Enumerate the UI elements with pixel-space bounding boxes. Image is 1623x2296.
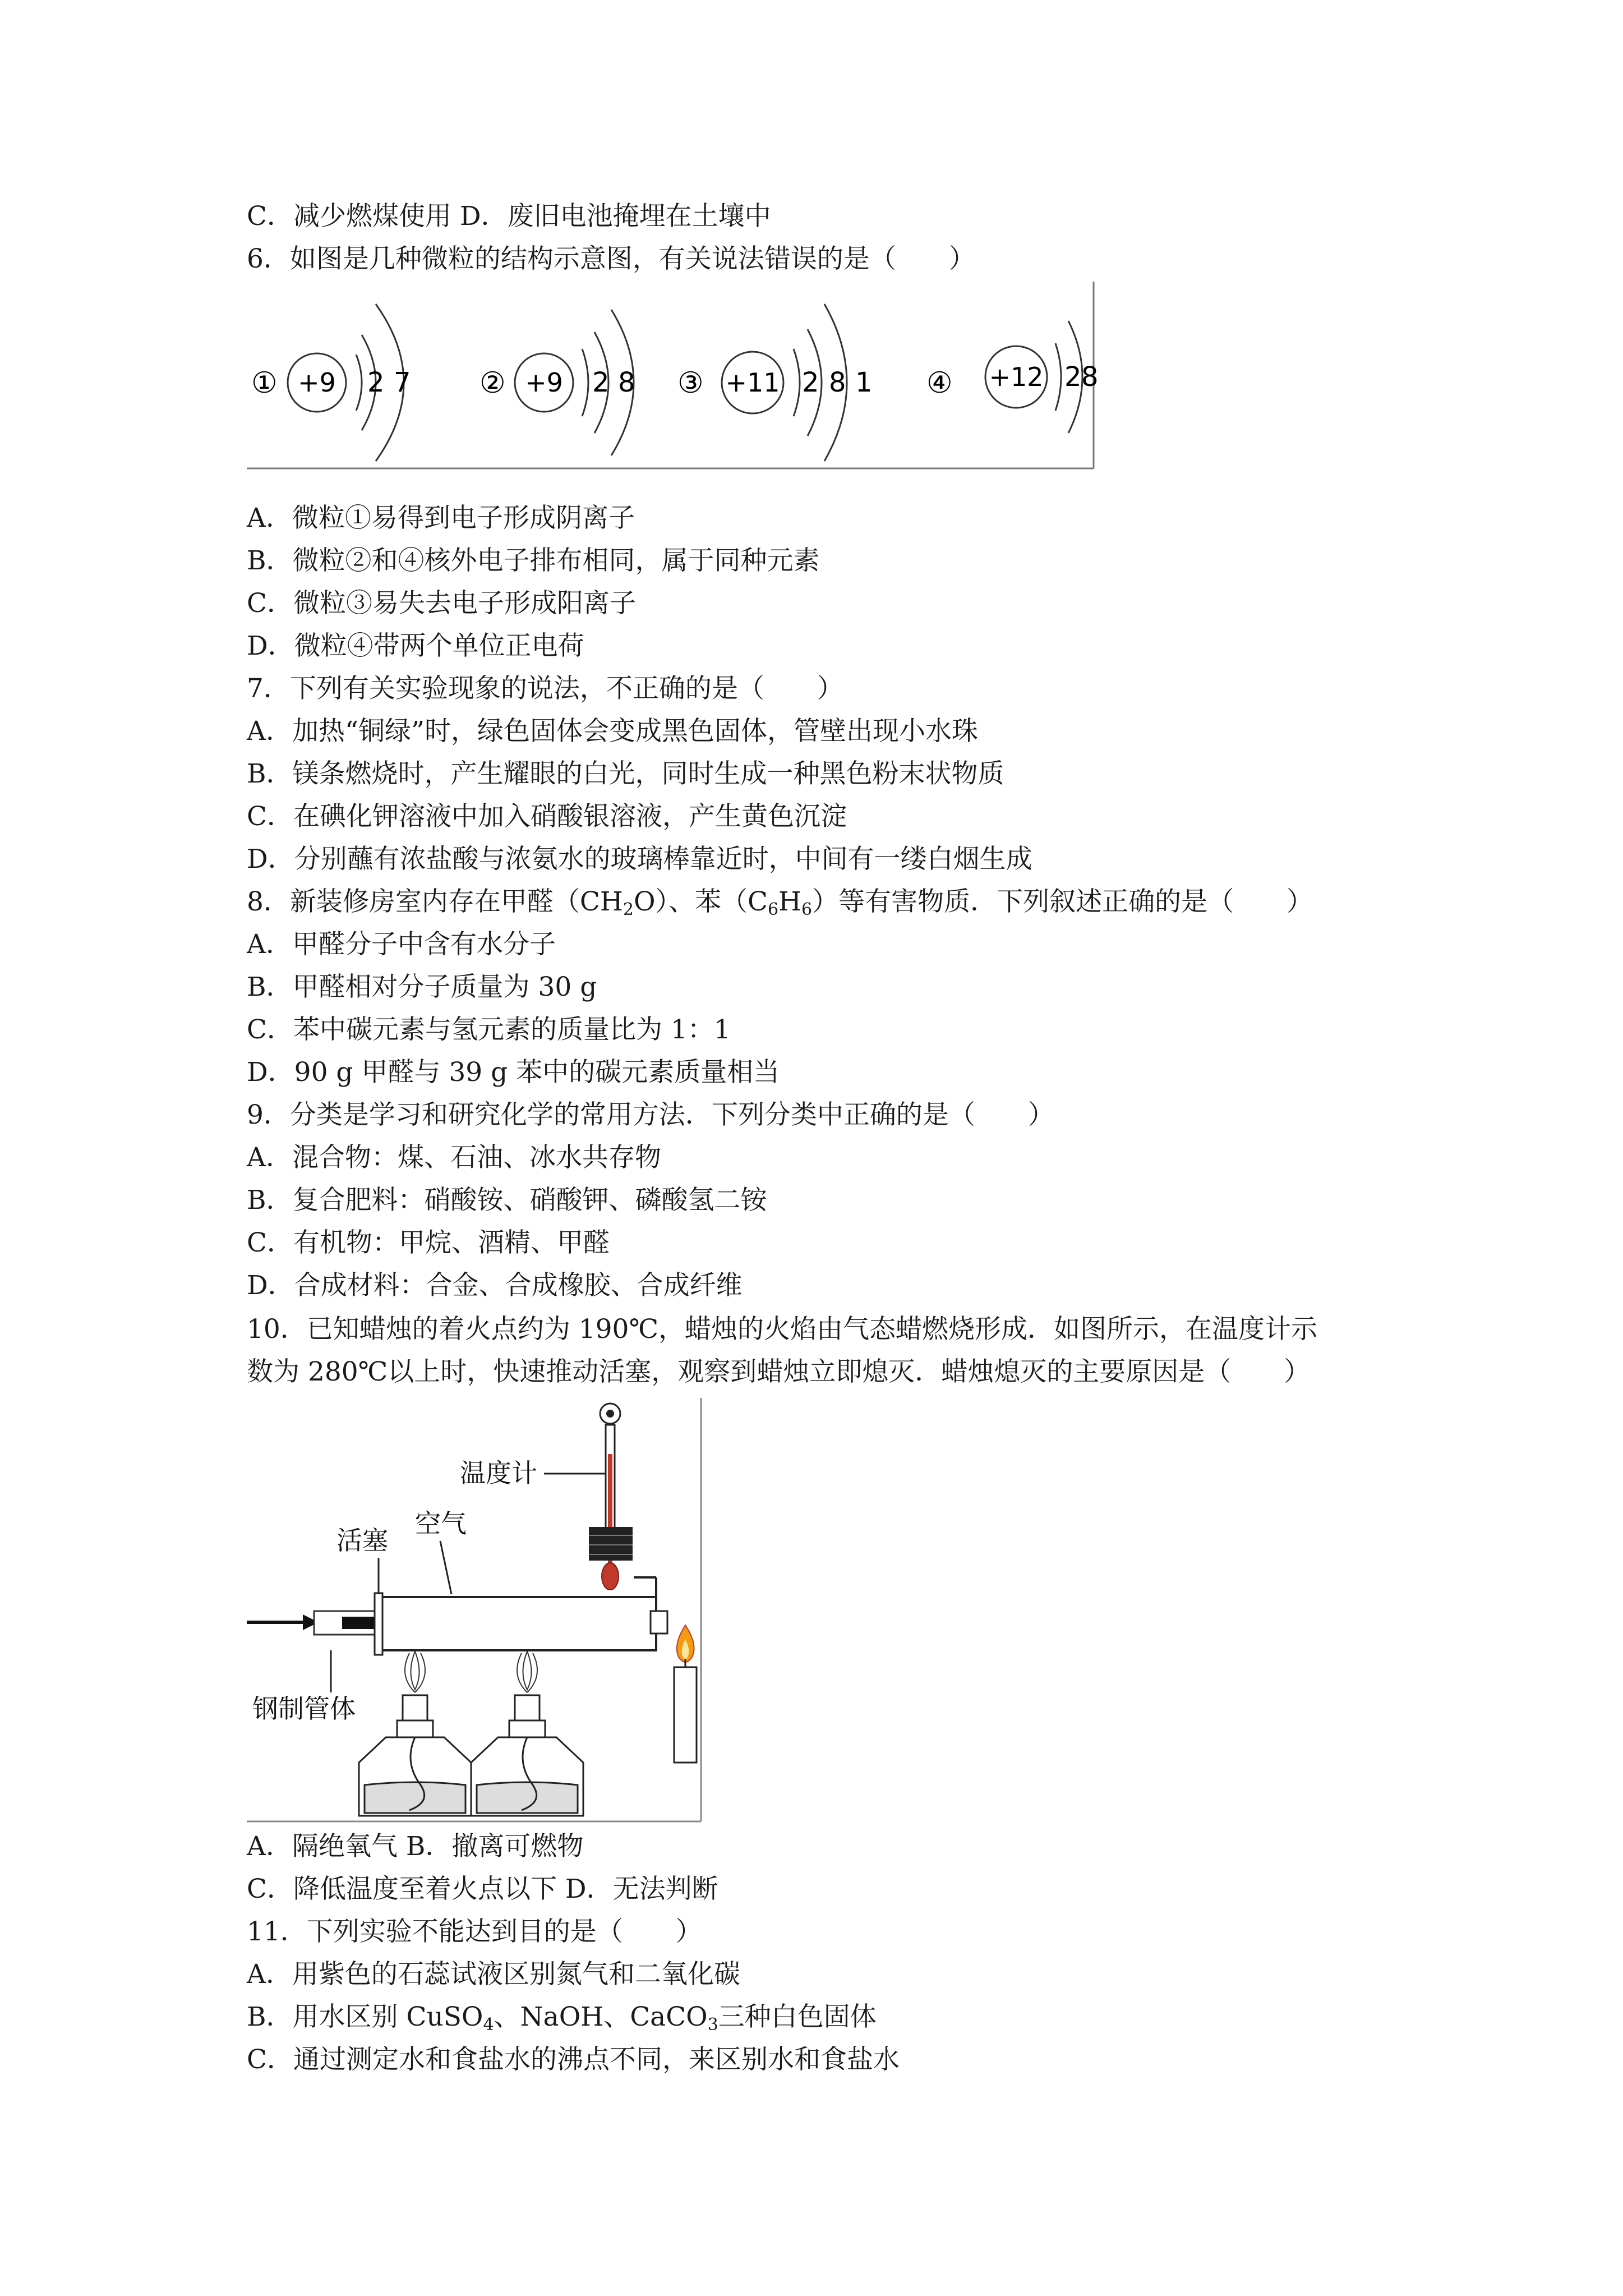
question-10-line-2: 数为 280℃以上时，快速推动活塞，观察到蜡烛立即熄灭．蜡烛熄灭的主要原因是（ ） bbox=[247, 1356, 1311, 1387]
steel-tube bbox=[376, 1597, 656, 1650]
atom-4-shell-2: 8 bbox=[1081, 361, 1099, 393]
atom-4-nucleus: +12 bbox=[989, 362, 1044, 392]
question-8: 8．新装修房室内存在甲醛$(CH_2O)$、苯$(C_6H_6)$等有害物质．下列叙述正确的是（ ） bbox=[247, 886, 1313, 919]
tube-label: 钢制管体 bbox=[252, 1694, 356, 1724]
atom-2-shell-1: 2 bbox=[592, 367, 610, 398]
option-ab: A．隔绝氧气 B．撤离可燃物 bbox=[247, 1831, 584, 1862]
option-d: D．分别蘸有浓盐酸与浓氨水的玻璃棒靠近时，中间有一缕白烟生成 bbox=[247, 844, 1032, 875]
burner-flame-icon bbox=[405, 1651, 537, 1692]
atom-structure-figure bbox=[247, 282, 1099, 472]
option-b: B．复合肥料：硝酸铵、硝酸钾、磷酸氢二铵 bbox=[247, 1185, 767, 1216]
atom-3-shell-1: 2 bbox=[802, 367, 819, 398]
push-arrow-icon bbox=[247, 1614, 319, 1630]
air-label: 空气 bbox=[415, 1508, 467, 1539]
alcohol-lamp-2 bbox=[471, 1695, 583, 1816]
option-b: B．镁条燃烧时，产生耀眼的白光，同时生成一种黑色粉末状物质 bbox=[247, 758, 1004, 789]
atom-2-marker: ② bbox=[479, 366, 506, 400]
thermometer-icon bbox=[589, 1404, 633, 1590]
atom-1-nucleus: +9 bbox=[298, 367, 336, 398]
option-d: D．微粒④带两个单位正电荷 bbox=[247, 631, 584, 661]
atom-1-marker: ① bbox=[251, 366, 278, 400]
atom-1-shell-1: 2 bbox=[367, 367, 385, 398]
option-a: A．用紫色的石蕊试液区别氮气和二氧化碳 bbox=[247, 1959, 740, 1990]
option-line: C．减少燃煤使用 D．废旧电池掩埋在土壤中 bbox=[247, 201, 771, 232]
apparatus-figure bbox=[247, 1398, 707, 1824]
piston bbox=[375, 1593, 382, 1655]
atom-2-shell-2: 8 bbox=[618, 367, 635, 398]
option-b: B．微粒②和④核外电子排布相同，属于同种元素 bbox=[247, 545, 820, 576]
atom-4-marker: ④ bbox=[926, 366, 953, 400]
option-b: B．甲醛相对分子质量为 30 g bbox=[247, 972, 597, 1002]
atom-3-marker: ③ bbox=[677, 366, 704, 400]
candle-icon bbox=[674, 1625, 697, 1763]
question-10-line-1: 10．已知蜡烛的着火点约为 190℃，蜡烛的火焰由气态蜡燃烧形成．如图所示，在温度计示 bbox=[247, 1314, 1318, 1345]
question-9: 9．分类是学习和研究化学的常用方法．下列分类中正确的是（ ） bbox=[247, 1099, 1054, 1130]
piston-rod-inner bbox=[342, 1617, 376, 1629]
option-a: A．甲醛分子中含有水分子 bbox=[247, 929, 556, 960]
option-c: C．有机物：甲烷、酒精、甲醛 bbox=[247, 1227, 610, 1258]
question-6: 6．如图是几种微粒的结构示意图，有关说法错误的是（ ） bbox=[247, 243, 975, 274]
atom-3-shell-3: 1 bbox=[855, 367, 873, 398]
option-a: A．加热“铜绿”时，绿色固体会变成黑色固体，管壁出现小水珠 bbox=[247, 716, 978, 747]
tube-nozzle bbox=[651, 1611, 667, 1634]
atom-3-shell-2: 8 bbox=[829, 367, 846, 398]
option-c: C．微粒③易失去电子形成阳离子 bbox=[247, 588, 636, 619]
option-d: D．合成材料：合金、合成橡胶、合成纤维 bbox=[247, 1270, 743, 1301]
alcohol-lamp-1 bbox=[359, 1695, 471, 1816]
atom-3-nucleus: +11 bbox=[725, 367, 780, 398]
option-c: C．苯中碳元素与氢元素的质量比为 1：1 bbox=[247, 1014, 731, 1045]
option-c: C．在碘化钾溶液中加入硝酸银溶液，产生黄色沉淀 bbox=[247, 801, 847, 832]
option-d: D．90 g 甲醛与 39 g 苯中的碳元素质量相当 bbox=[247, 1057, 780, 1088]
option-a: A．混合物：煤、石油、冰水共存物 bbox=[247, 1142, 661, 1173]
option-b: B．用水区别 CuSO$_4$、NaOH、CaCO$_3$三种白色固体 bbox=[247, 2001, 877, 2035]
question-7: 7．下列有关实验现象的说法，不正确的是（ ） bbox=[247, 673, 843, 704]
piston-label: 活塞 bbox=[336, 1525, 388, 1556]
option-a: A．微粒①易得到电子形成阴离子 bbox=[247, 503, 635, 533]
atom-1-shell-2: 7 bbox=[394, 367, 411, 398]
atom-2-nucleus: +9 bbox=[525, 367, 563, 398]
thermometer-label: 温度计 bbox=[460, 1458, 537, 1488]
question-11: 11．下列实验不能达到目的是（ ） bbox=[247, 1916, 702, 1947]
atom-4-shell-1: 2 bbox=[1064, 361, 1082, 393]
option-cd: C．降低温度至着火点以下 D．无法判断 bbox=[247, 1874, 718, 1904]
option-c: C．通过测定水和食盐水的沸点不同，来区别水和食盐水 bbox=[247, 2044, 900, 2075]
